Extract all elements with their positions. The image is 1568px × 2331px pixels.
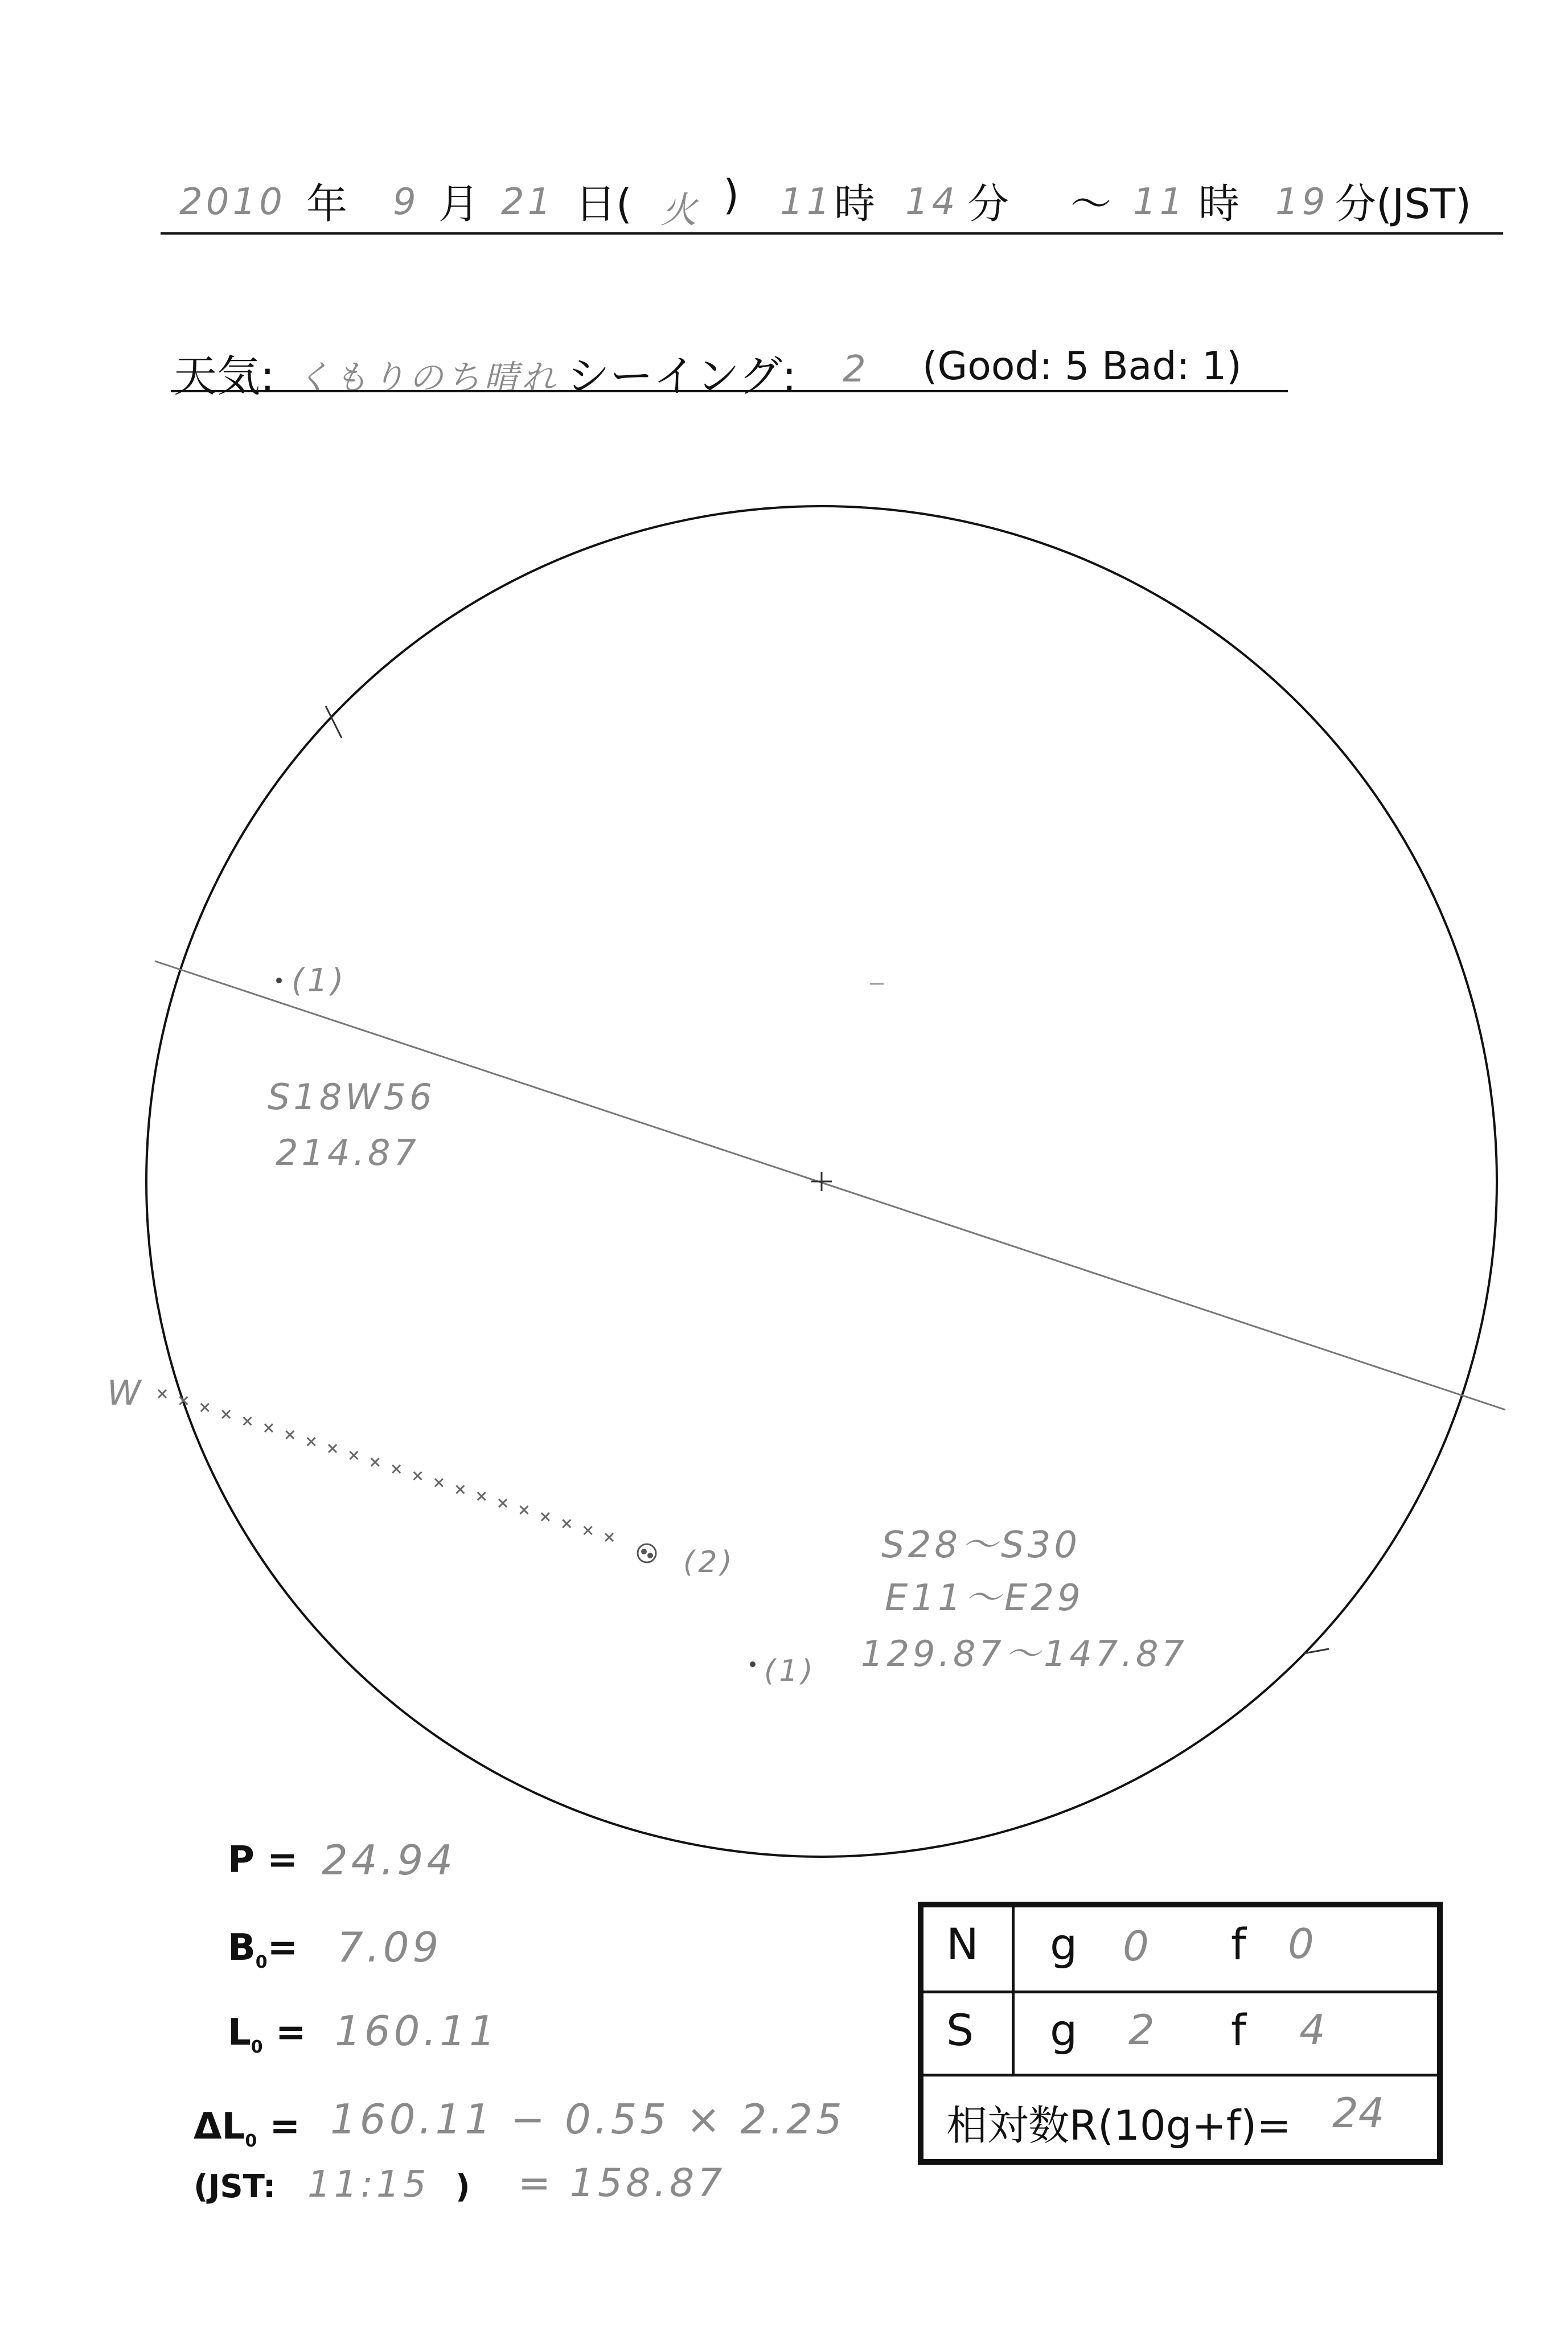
l0-label: $L_0$ = <box>228 2012 306 2057</box>
group-latitude: S28〜S30 <box>881 1524 1081 1566</box>
north-row <box>923 1907 1437 1993</box>
weekday-value: 火 <box>660 190 700 232</box>
south-g-label: g <box>1050 2005 1078 2055</box>
spot-upper <box>276 978 282 983</box>
start-minute-label: 分 <box>968 180 1009 228</box>
south-f-value: 4 <box>1299 2006 1325 2054</box>
month-value: 9 <box>393 181 420 223</box>
end-hour-value: 11 <box>1133 181 1187 223</box>
south-hemisphere-cell: S <box>923 1993 1015 2074</box>
jst-close: ) <box>455 2168 470 2205</box>
weather-label: 天気: <box>174 351 275 401</box>
l0-value: 160.11 <box>335 2007 499 2055</box>
start-hour-label: 時 <box>834 180 876 228</box>
year-value: 2010 <box>179 181 286 223</box>
spot-lower <box>750 1661 756 1667</box>
delta-l0-expression: 160.11 − 0.55 × 2.25 <box>330 2095 845 2143</box>
north-g-label: g <box>1050 1919 1078 1969</box>
weekday-close: ) <box>723 171 740 219</box>
north-f-label: f <box>1231 1919 1246 1969</box>
year-label: 年 <box>306 180 348 228</box>
end-minute-value: 19 <box>1275 181 1329 223</box>
west-marker: W <box>107 1373 145 1413</box>
p-value: 24.94 <box>322 1836 457 1884</box>
spot-group-label: (2) <box>683 1545 736 1579</box>
jst-label: (JST: <box>194 2168 276 2205</box>
b0-value: 7.09 <box>337 1923 442 1971</box>
north-g-value: 0 <box>1123 1922 1149 1970</box>
drift-track-marks <box>158 1390 613 1541</box>
relative-number-value: 24 <box>1332 2089 1385 2137</box>
end-minute-timezone-label: 分(JST) <box>1335 180 1472 228</box>
start-minute-value: 14 <box>905 181 959 223</box>
south-g-value: 2 <box>1128 2006 1155 2054</box>
time-range-tilde: 〜 <box>1070 180 1112 228</box>
seeing-scale: (Good: 5 Bad: 1) <box>922 344 1242 389</box>
south-row <box>923 1993 1437 2076</box>
equator-line <box>155 961 1505 1410</box>
spot-group-2 <box>638 1544 656 1562</box>
b0-label: $B_0=$ <box>228 1927 298 1972</box>
spot-upper-position: S18W56 <box>268 1076 436 1118</box>
start-hour-value: 11 <box>780 181 834 223</box>
seeing-value: 2 <box>843 348 869 391</box>
end-hour-label: 時 <box>1198 180 1240 228</box>
north-f-value: 0 <box>1288 1920 1314 1968</box>
month-label: 月 <box>438 180 480 228</box>
day-label: 日( <box>575 180 633 228</box>
spot-upper-longitude: 214.87 <box>276 1132 420 1173</box>
relative-number-label: 相対数R(10g+f)= <box>946 2102 1291 2149</box>
jst-time: 11:15 <box>307 2164 430 2206</box>
weather-value: くもりのち晴れ <box>296 358 559 398</box>
delta-l0-result: = 158.87 <box>518 2161 726 2206</box>
sunspot-count-table <box>918 1902 1443 2165</box>
group-meridian: E11〜E29 <box>885 1577 1084 1619</box>
day-value: 21 <box>501 181 555 223</box>
relative-number-row <box>923 2076 1437 2159</box>
seeing-label: シーイング: <box>567 351 797 401</box>
spot-upper-label: (1) <box>292 962 347 999</box>
spot-lower-label: (1) <box>764 1654 816 1688</box>
north-hemisphere-cell: N <box>923 1907 1015 1991</box>
south-f-label: f <box>1231 2005 1246 2055</box>
group-longitude: 129.87〜147.87 <box>861 1633 1188 1675</box>
p-label: P = <box>228 1839 298 1881</box>
delta-l0-label: $\Delta L_0$ = <box>194 2106 301 2151</box>
